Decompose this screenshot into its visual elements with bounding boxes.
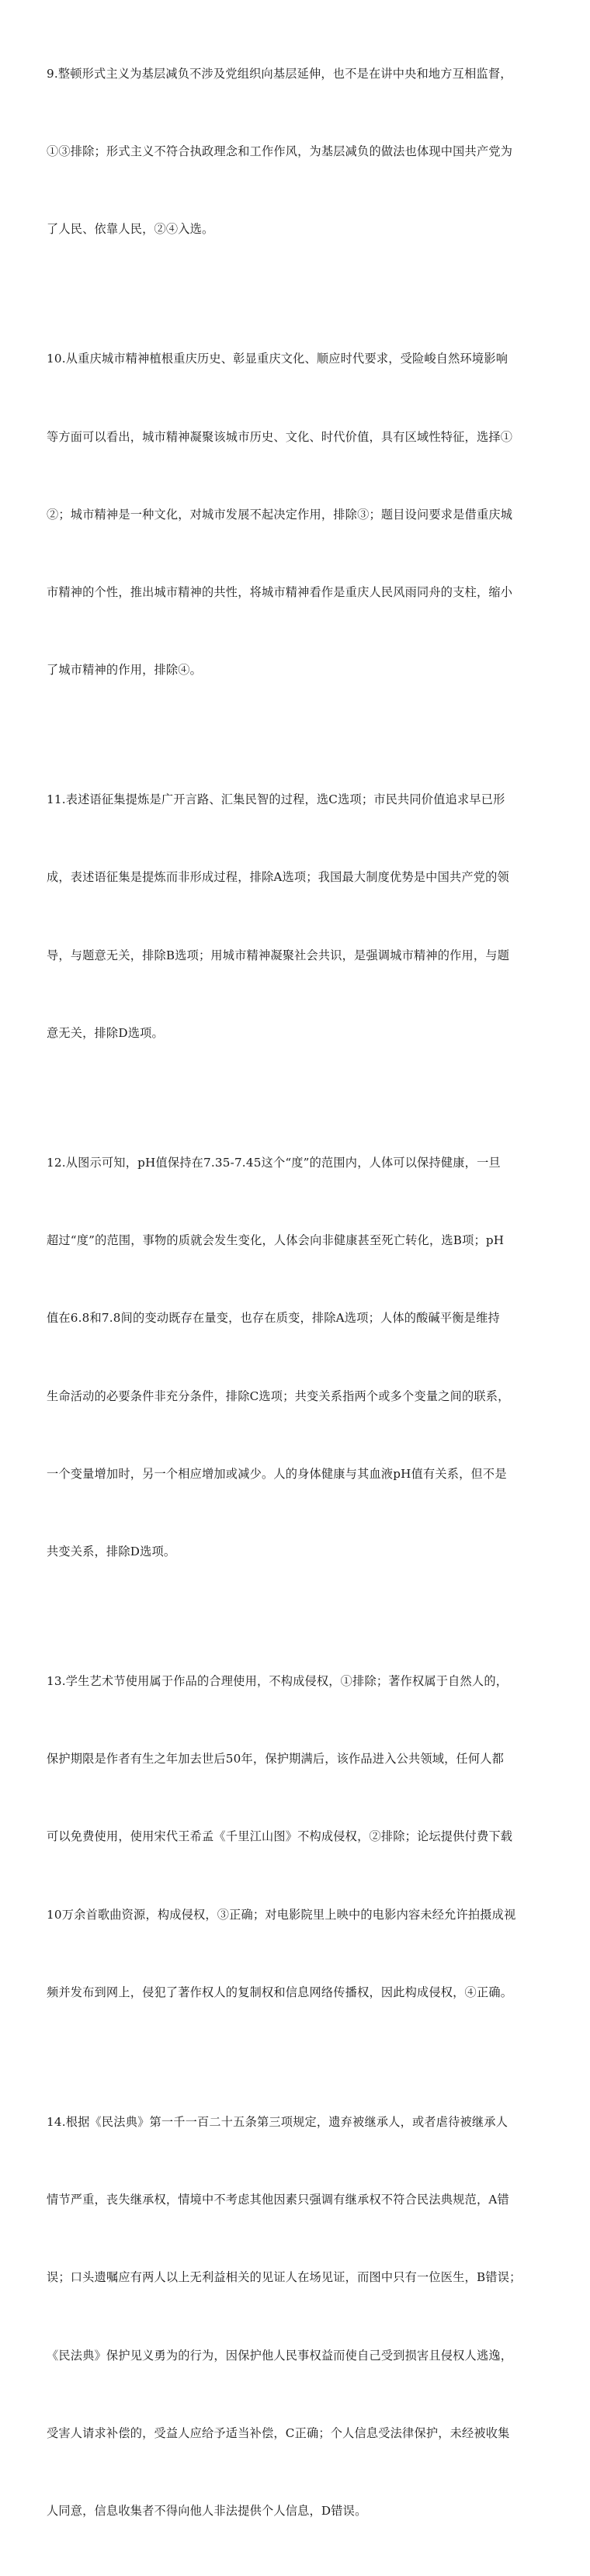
text-line: 《民法典》保护见义勇为的行为，因保护他人民事权益而使自己受到损害且侵权人逃逸， <box>47 2348 513 2363</box>
text-line: 情节严重，丧失继承权，情境中不考虑其他因素只强调有继承权不符合民法典规范，A错 <box>47 2193 509 2207</box>
text-line: 意无关，排除D选项。 <box>47 1025 164 1040</box>
text-line: 9.整顿形式主义为基层减负不涉及党组织向基层延伸，也不是在讲中央和地方互相监督， <box>47 66 512 81</box>
text-line: 共变关系，排除D选项。 <box>47 1544 176 1558</box>
text-line: 受害人请求补偿的，受益人应给予适当补偿，C正确；个人信息受法律保护，未经被收集 <box>47 2425 510 2440</box>
text-line: 可以免费使用，使用宋代王希孟《千里江山图》不构成侵权，②排除；论坛提供付费下载 <box>47 1829 513 1844</box>
answer-paragraph-14 <box>47 2058 543 2576</box>
text-line: 一个变量增加时，另一个相应增加或减少。人的身体健康与其血液pH值有关系，但不是 <box>47 1466 507 1481</box>
text-line: 保护期限是作者有生之年加去世后50年，保护期满后，该作品进入公共领域，任何人都 <box>47 1752 505 1766</box>
answer-paragraph-10 <box>47 294 543 735</box>
document-page <box>47 9 543 2576</box>
text-line: 频并发布到网上，侵犯了著作权人的复制权和信息网络传播权，因此构成侵权，④正确。 <box>47 1985 513 1999</box>
answer-paragraph-11 <box>47 735 543 1098</box>
text-line: ①③排除；形式主义不符合执政理念和工作作风，为基层减负的做法也体现中国共产党为 <box>47 144 513 159</box>
text-line: 13.学生艺术节使用属于作品的合理使用，不构成侵权，①排除；著作权属于自然人的， <box>47 1674 508 1688</box>
answer-paragraph-9 <box>47 9 543 294</box>
text-line: 成，表述语征集是提炼而非形成过程，排除A选项；我国最大制度优势是中国共产党的领 <box>47 870 509 885</box>
text-line: 市精神的个性，推出城市精神的共性，将城市精神看作是重庆人民风雨同舟的支柱，缩小 <box>47 584 513 599</box>
text-line: 了城市精神的作用，排除④。 <box>47 663 203 678</box>
text-line: ②；城市精神是一种文化，对城市发展不起决定作用，排除③；题目设问要求是借重庆城 <box>47 507 513 522</box>
answer-paragraph-13 <box>47 1617 543 2058</box>
text-line: 生命活动的必要条件非充分条件，排除C选项；共变关系指两个或多个变量之间的联系， <box>47 1389 510 1403</box>
text-line: 值在6.8和7.8间的变动既存在量变，也存在质变，排除A选项；人体的酸碱平衡是维持 <box>47 1311 500 1326</box>
answer-paragraph-12 <box>47 1098 543 1617</box>
text-line: 11.表述语征集提炼是广开言路、汇集民智的过程，选C选项；市民共同价值追求早已形 <box>47 792 505 807</box>
text-line: 了人民、依靠人民，②④入选。 <box>47 222 214 237</box>
text-line: 12.从图示可知，pH值保持在7.35-7.45这个“度”的范围内，人体可以保持健康，一旦 <box>47 1155 501 1170</box>
text-line: 人同意，信息收集者不得向他人非法提供个人信息，D错误。 <box>47 2504 367 2518</box>
text-line: 超过“度”的范围，事物的质就会发生变化，人体会向非健康甚至死亡转化，选B项；pH <box>47 1233 505 1248</box>
text-line: 14.根据《民法典》第一千一百二十五条第三项规定，遗弃被继承人，或者虐待被继承人 <box>47 2114 508 2129</box>
text-line: 导，与题意无关，排除B选项；用城市精神凝聚社会共识，是强调城市精神的作用，与题 <box>47 948 510 962</box>
text-line: 10万余首歌曲资源，构成侵权，③正确；对电影院里上映中的电影内容未经允许拍摄成视 <box>47 1907 516 1922</box>
text-line: 误；口头遗嘱应有两人以上无利益相关的见证人在场见证，而图中只有一位医生，B错误； <box>47 2270 522 2285</box>
text-line: 等方面可以看出，城市精神凝聚该城市历史、文化、时代价值，具有区域性特征，选择① <box>47 429 513 444</box>
text-line: 10.从重庆城市精神植根重庆历史、彰显重庆文化、顺应时代要求，受险峻自然环境影响 <box>47 352 508 366</box>
